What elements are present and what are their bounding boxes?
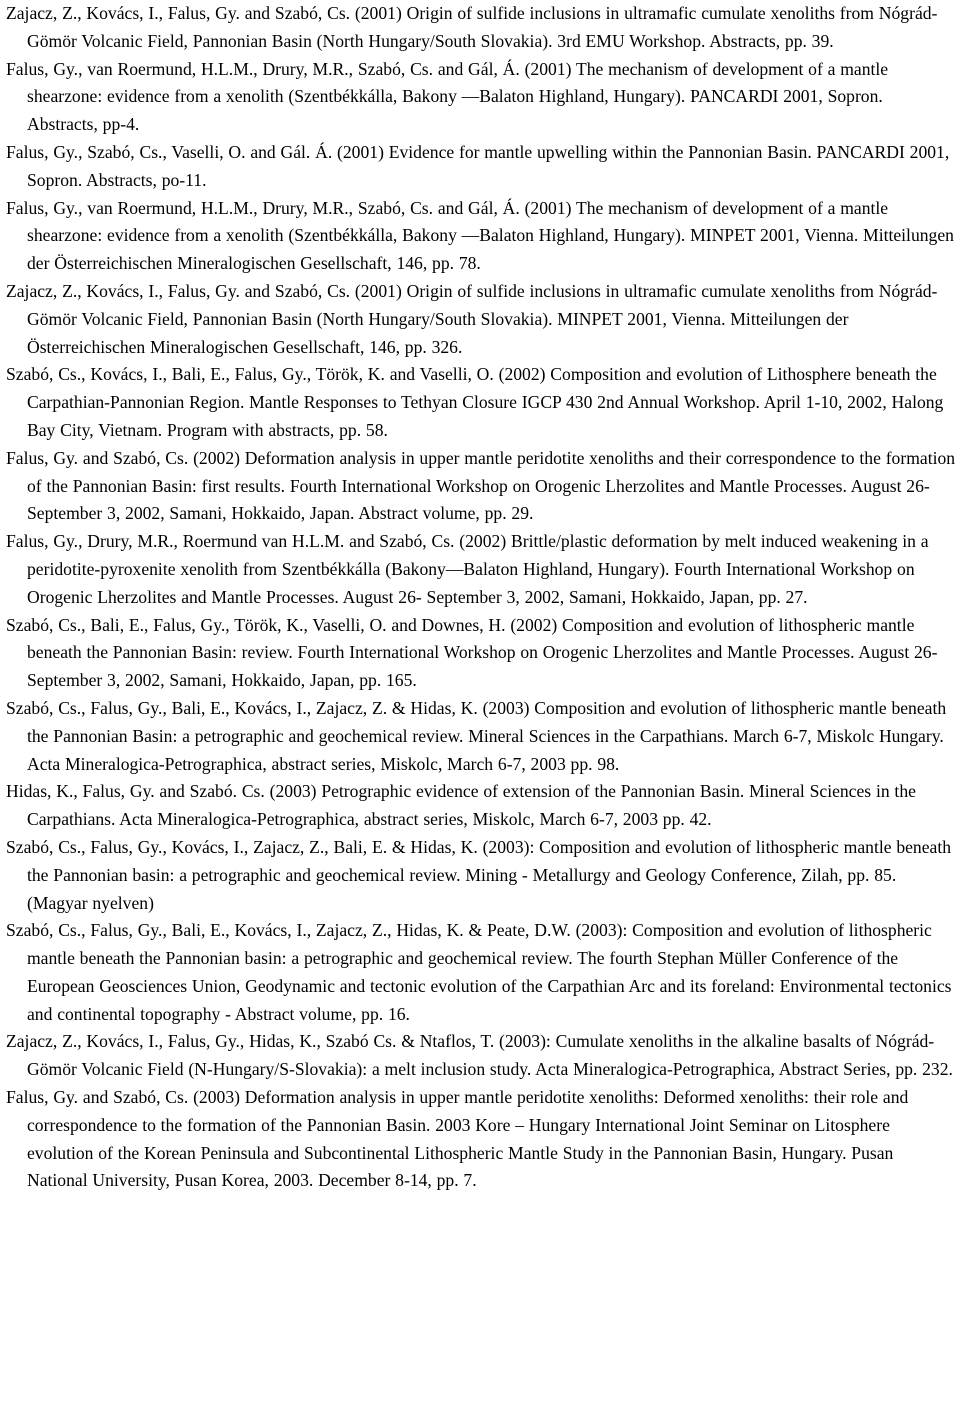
reference-authors: Zajacz, Z., Kovács, I., Falus, Gy. and Szabó, Cs.	[6, 280, 351, 301]
reference-item	[6, 778, 956, 834]
reference-details: (2002) Composition and evolution of Lithosphere beneath the Carpathian-Pannonian Region. Mantle Responses to Tethyan Closure IGCP 430 2nd Annual Workshop. April 1-10, 2002, Halong Bay City, Vietnam. Program with abstracts, pp. 58.	[27, 364, 944, 440]
reference-item	[6, 1028, 956, 1084]
reference-item	[6, 195, 956, 278]
reference-details: (2003) Deformation analysis in upper mantle peridotite xenoliths: Deformed xenoliths: their role and correspondence to the formation of the Pannonian Basin. 2003 Kore – Hungary International Joint Seminar on Litosphere evolution of the Korean Peninsula and Subcontinental Lithospheric Mantle Study in the Pannonian Basin, Hungary. Pusan National University, Pusan Korea, 2003. December 8-14, pp. 7.	[27, 1087, 909, 1191]
reference-authors: Zajacz, Z., Kovács, I., Falus, Gy. and Szabó, Cs.	[6, 3, 351, 23]
reference-authors: Szabó, Cs., Kovács, I., Bali, E., Falus, Gy., Török, K. and Vaselli, O.	[6, 364, 494, 385]
reference-details: (2003): Composition and evolution of lithospheric mantle beneath the Pannonian basin: a petrographic and geochemical review. The fourth Stephan Müller Conference of the European Geosciences Union, Geodynamic and tectonic evolution of the Carpathian Arc and its foreland: Environmental tectonics and continental topography - Abstract volume, pp. 16.	[27, 920, 952, 1024]
reference-details: (2001) Origin of sulfide inclusions in ultramafic cumulate xenoliths from Nógrád-Gömör Volcanic Field, Pannonian Basin (North Hungary/South Slovakia). 3rd EMU Workshop. Abstracts, pp. 39.	[27, 3, 938, 51]
reference-details: (2002) Brittle/plastic deformation by melt induced weakening in a peridotite-pyroxenite xenolith from Szentbékkálla (Bakony—Balaton Highland, Hungary). Fourth International Workshop on Orogenic Lherzolites and Mantle Processes. August 26- September 3, 2002, Samani, Hokkaido, Japan, pp. 27.	[27, 531, 929, 607]
reference-details: (2001) Evidence for mantle upwelling within the Pannonian Basin. PANCARDI 2001, Sopron. Abstracts, po-11.	[27, 141, 950, 190]
reference-item	[6, 1084, 956, 1195]
reference-item	[6, 278, 956, 361]
reference-item	[6, 528, 956, 611]
reference-authors: Falus, Gy., van Roermund, H.L.M., Drury, M.R., Szabó, Cs. and Gál, Á.	[6, 197, 520, 218]
reference-list	[6, 0, 956, 1195]
reference-item	[6, 917, 956, 1028]
reference-item	[6, 695, 956, 778]
reference-details: (2003) Composition and evolution of lithospheric mantle beneath the Pannonian Basin: a petrographic and geochemical review. Mineral Sciences in the Carpathians. March 6-7, Miskolc Hungary. Acta Mineralogica-Petrographica, abstract series, Miskolc, March 6-7, 2003 pp. 98.	[27, 697, 947, 774]
reference-item	[6, 56, 956, 139]
reference-item	[6, 0, 956, 56]
reference-details: (2002) Composition and evolution of lithospheric mantle beneath the Pannonian Basin: review. Fourth International Workshop on Orogenic Lherzolites and Mantle Processes. August 26- September 3, 2002, Samani, Hokkaido, Japan, pp. 165.	[27, 614, 938, 691]
reference-item	[6, 361, 956, 444]
reference-authors: Szabó, Cs., Falus, Gy., Bali, E., Kovács, I., Zajacz, Z., Hidas, K. & Peate, D.W.	[6, 920, 571, 941]
reference-authors: Falus, Gy., van Roermund, H.L.M., Drury, M.R., Szabó, Cs. and Gál, Á.	[6, 58, 520, 79]
reference-authors: Szabó, Cs., Falus, Gy., Bali, E., Kovács, I., Zajacz, Z. & Hidas, K.	[6, 697, 478, 718]
reference-authors: Falus, Gy., Drury, M.R., Roermund van H.L.M. and Szabó, Cs.	[6, 531, 455, 552]
reference-authors: Zajacz, Z., Kovács, I., Falus, Gy., Hidas, K., Szabó Cs. & Ntaflos, T.	[6, 1031, 495, 1052]
reference-details: (2001) Origin of sulfide inclusions in ultramafic cumulate xenoliths from Nógrád-Gömör Volcanic Field, Pannonian Basin (North Hungary/South Slovakia). MINPET 2001, Vienna. Mitteilungen der Österreichischen Mineralogischen Gesellschaft, 146, pp. 326.	[27, 280, 938, 357]
reference-authors: Szabó, Cs., Bali, E., Falus, Gy., Török, K., Vaselli, O. and Downes, H.	[6, 614, 506, 635]
reference-item	[6, 139, 956, 195]
reference-item	[6, 445, 956, 528]
reference-item	[6, 612, 956, 695]
reference-details: (2003) Petrographic evidence of extension of the Pannonian Basin. Mineral Sciences in the Carpathians. Acta Mineralogica-Petrographica, abstract series, Miskolc, March 6-7, 2003 pp. 42.	[27, 781, 916, 830]
reference-authors: Hidas, K., Falus, Gy. and Szabó. Cs.	[6, 781, 265, 802]
reference-item	[6, 834, 956, 917]
reference-details: (2002) Deformation analysis in upper mantle peridotite xenoliths and their correspondence to the formation of the Pannonian Basin: first results. Fourth International Workshop on Orogenic Lherzolites and Mantle Processes. August 26- September 3, 2002, Samani, Hokkaido, Japan. Abstract volume, pp. 29.	[27, 447, 956, 524]
reference-authors: Szabó, Cs., Falus, Gy., Kovács, I., Zajacz, Z., Bali, E. & Hidas, K.	[6, 836, 478, 857]
reference-details: (2003): Cumulate xenoliths in the alkaline basalts of Nógrád-Gömör Volcanic Field (N-Hungary/S-Slovakia): a melt inclusion study. Acta Mineralogica-Petrographica, Abstract Series, pp. 232.	[27, 1031, 953, 1080]
reference-authors: Falus, Gy. and Szabó, Cs.	[6, 447, 189, 468]
reference-authors: Falus, Gy., Szabó, Cs., Vaselli, O. and Gál. Á.	[6, 141, 333, 162]
reference-details: (2003): Composition and evolution of lithospheric mantle beneath the Pannonian basin: a petrographic and geochemical review. Mining - Metallurgy and Geology Conference, Zilah, pp. 85. (Magyar nyelven)	[27, 836, 952, 913]
reference-authors: Falus, Gy. and Szabó, Cs.	[6, 1087, 189, 1108]
reference-details: (2001) The mechanism of development of a mantle shearzone: evidence from a xenolith (Szentbékkálla, Bakony —Balaton Highland, Hungary). PANCARDI 2001, Sopron. Abstracts, pp-4.	[27, 58, 889, 135]
reference-details: (2001) The mechanism of development of a mantle shearzone: evidence from a xenolith (Szentbékkálla, Bakony —Balaton Highland, Hungary). MINPET 2001, Vienna. Mitteilungen der Österreichischen Mineralogischen Gesellschaft, 146, pp. 78.	[27, 197, 954, 274]
